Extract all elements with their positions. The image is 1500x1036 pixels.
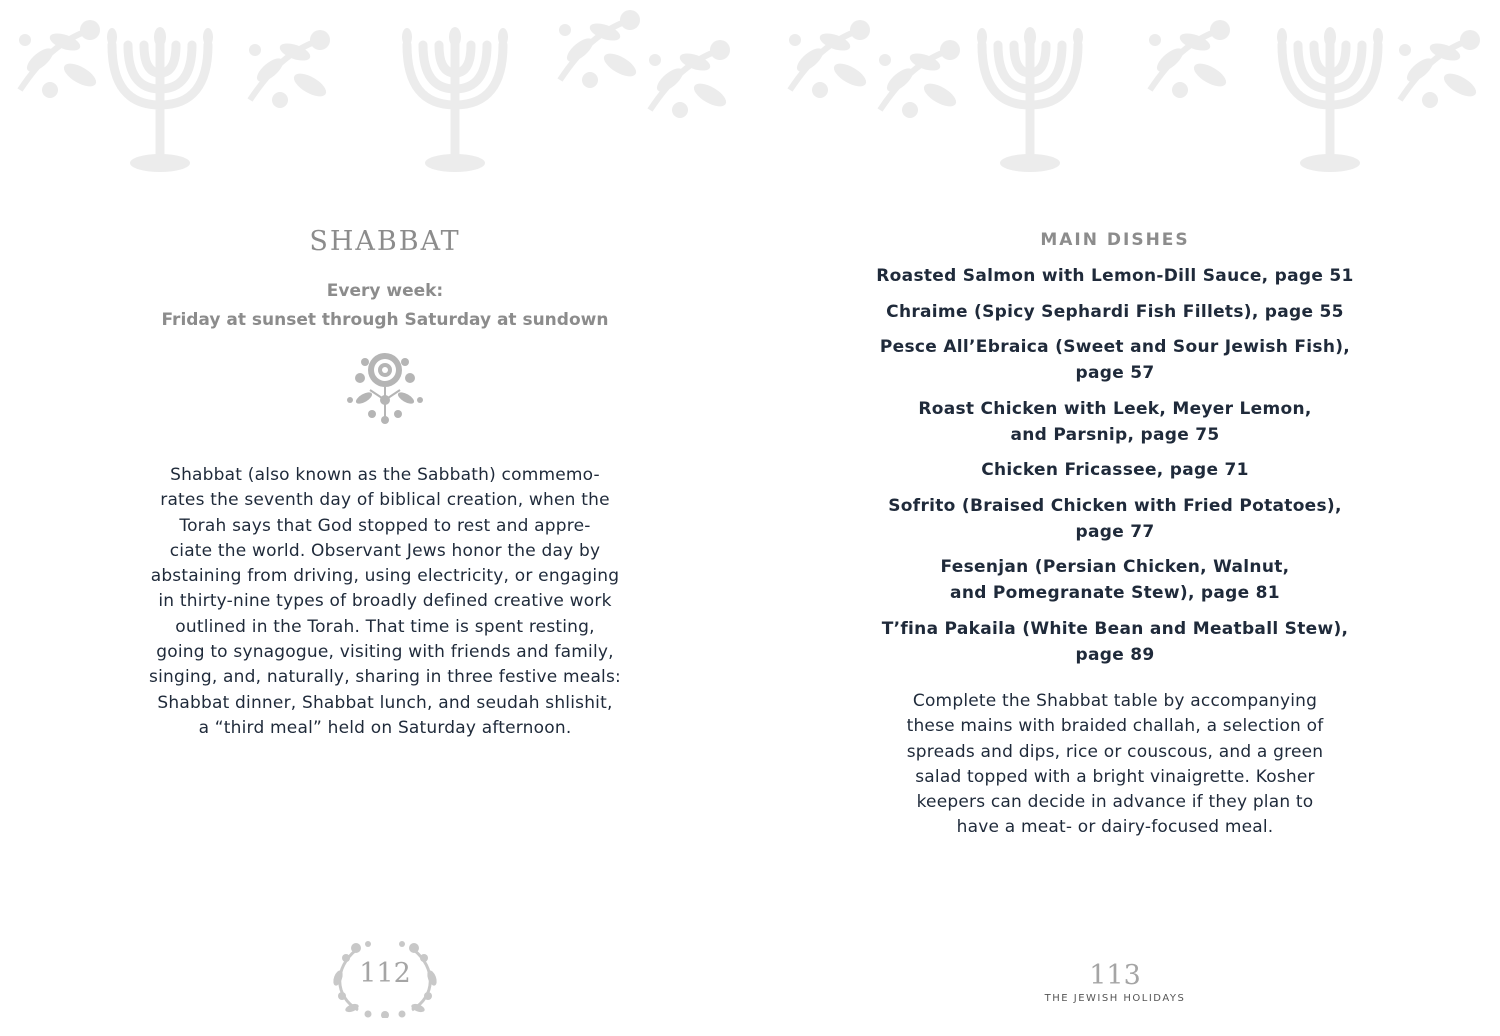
body-line: rates the seventh day of biblical creation, when the bbox=[160, 490, 610, 511]
flower-icon bbox=[340, 348, 430, 428]
page-title: SHABBAT bbox=[309, 226, 461, 257]
list-item bbox=[850, 263, 1380, 289]
dish-line: Sofrito (Braised Chicken with Fried Potatoes), bbox=[888, 495, 1342, 516]
body-line: ciate the world. Observant Jews honor the day by bbox=[169, 540, 601, 561]
body-line: Shabbat (also known as the Sabbath) commemo- bbox=[170, 465, 600, 485]
dish-line: page 57 bbox=[1075, 363, 1155, 383]
list-item bbox=[850, 299, 1380, 325]
body-line: in thirty-nine types of broadly defined creative work bbox=[158, 591, 612, 612]
page-number: 113 bbox=[1089, 960, 1141, 991]
right-page bbox=[760, 0, 1500, 1036]
dish-line: Fesenjan (Persian Chicken, Walnut, bbox=[940, 557, 1290, 577]
note-line: keepers can decide in advance if they plan to bbox=[916, 792, 1314, 813]
body-line: a “third meal” held on Saturday afternoon. bbox=[198, 717, 572, 738]
body-line: going to synagogue, visiting with friends and family, bbox=[156, 642, 614, 663]
dish-line: T’fina Pakaila (White Bean and Meatball Stew), bbox=[881, 618, 1349, 639]
dish-line: page 77 bbox=[1075, 521, 1155, 542]
body-line: singing, and, naturally, sharing in three festive meals: bbox=[149, 667, 621, 688]
list-item bbox=[850, 616, 1380, 668]
body-line: Shabbat dinner, Shabbat lunch, and seudah shlishit, bbox=[157, 692, 613, 713]
note-line: Complete the Shabbat table by accompanying bbox=[912, 691, 1318, 711]
body-line: abstaining from driving, using electricity, or engaging bbox=[150, 566, 620, 587]
body-line: Torah says that God stopped to rest and appre- bbox=[179, 515, 591, 536]
dish-line: Roast Chicken with Leek, Meyer Lemon, bbox=[918, 398, 1312, 419]
page-number: 112 bbox=[359, 958, 411, 989]
dish-line: Roasted Salmon with Lemon-Dill Sauce, page 51 bbox=[876, 266, 1354, 286]
note-line: spreads and dips, rice or couscous, and a green bbox=[906, 741, 1324, 762]
note-line: have a meat- or dairy-focused meal. bbox=[956, 817, 1274, 838]
list-item bbox=[850, 396, 1380, 448]
note-line: salad topped with a bright vinaigrette. Kosher bbox=[915, 766, 1315, 787]
closing-paragraph bbox=[870, 689, 1360, 841]
body-paragraph bbox=[130, 463, 640, 741]
body-line: outlined in the Torah. That time is spent resting, bbox=[175, 616, 595, 637]
list-item bbox=[850, 457, 1380, 483]
dish-line: and Pomegranate Stew), page 81 bbox=[950, 583, 1280, 603]
dish-line: and Parsnip, page 75 bbox=[1010, 424, 1220, 445]
list-item bbox=[850, 493, 1380, 545]
list-item bbox=[850, 554, 1380, 606]
section-heading: MAIN DISHES bbox=[1040, 230, 1190, 250]
list-item bbox=[850, 334, 1380, 386]
note-line: these mains with braided challah, a selection of bbox=[906, 716, 1324, 737]
dish-list bbox=[850, 263, 1380, 677]
dish-line: Chraime (Spicy Sephardi Fish Fillets), page 55 bbox=[886, 301, 1344, 322]
schedule-range: Friday at sunset through Saturday at sundown bbox=[161, 310, 609, 330]
schedule-label: Every week: bbox=[326, 281, 444, 301]
dish-line: page 89 bbox=[1075, 644, 1155, 665]
dish-line: Chicken Fricassee, page 71 bbox=[981, 460, 1249, 480]
dish-line: Pesce All’Ebraica (Sweet and Sour Jewish Fish), bbox=[879, 337, 1351, 357]
running-head: THE JEWISH HOLIDAYS bbox=[1044, 993, 1186, 1004]
